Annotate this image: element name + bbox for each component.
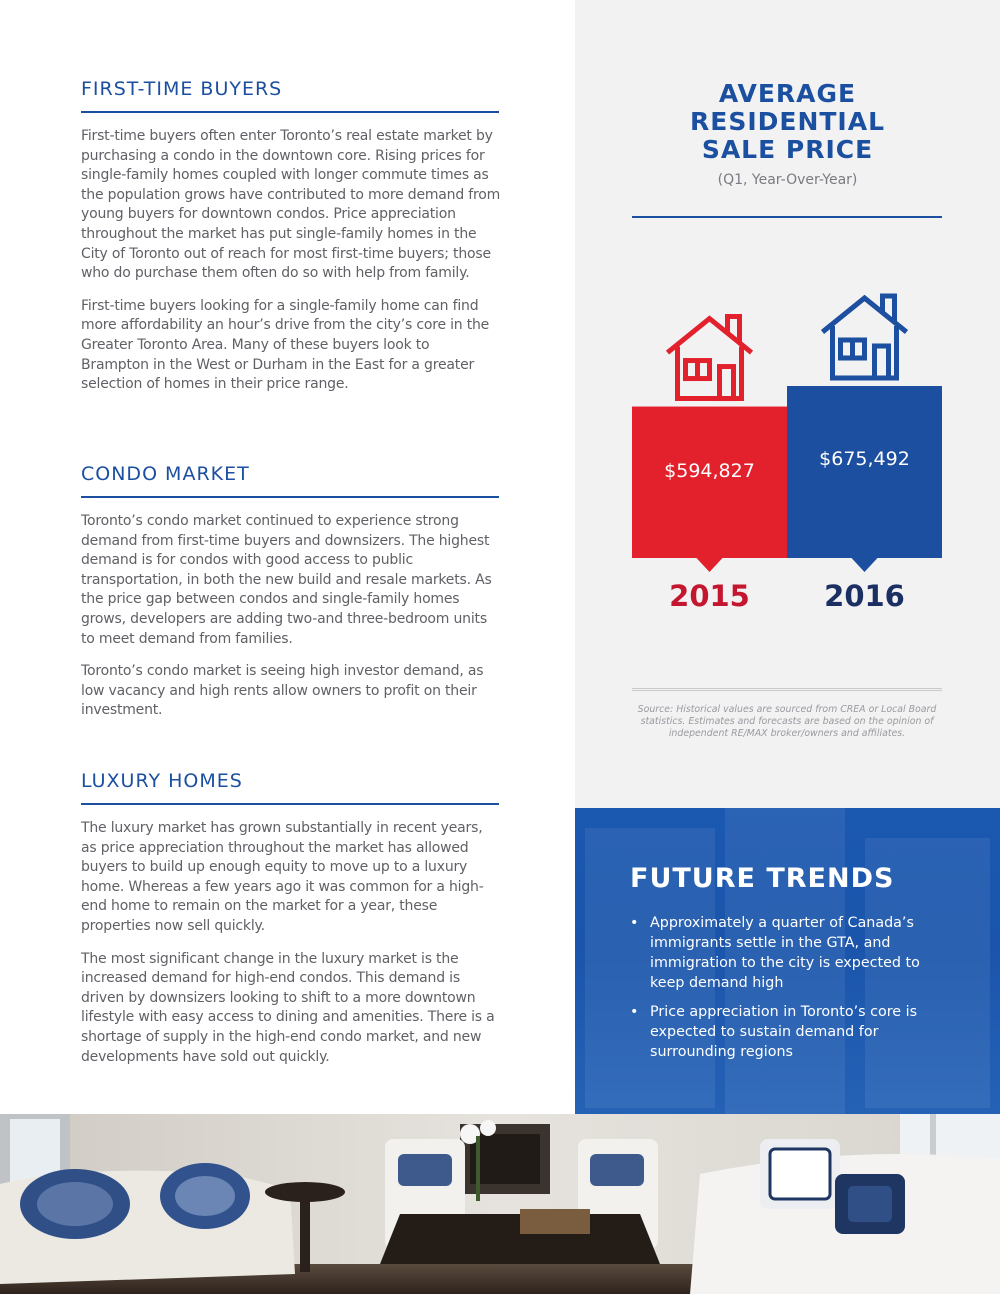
house-icon — [823, 296, 907, 378]
luxury-homes-section — [81, 770, 501, 1067]
chart-title-line: SALE PRICE — [701, 135, 874, 164]
bullet-icon: • — [630, 915, 639, 931]
chart-title-line: RESIDENTIAL — [689, 107, 886, 136]
first-time-buyers-section — [81, 78, 501, 395]
bullet-icon: • — [630, 1004, 639, 1020]
bar-pointer — [697, 558, 723, 572]
future-trends-panel — [575, 808, 1000, 1114]
section-heading: CONDO MARKET — [81, 463, 499, 498]
list-item-text: Price appreciation in Toronto’s core is expected to sustain demand for surrounding regions — [650, 1004, 918, 1060]
bar-value-label: $675,492 — [819, 448, 910, 471]
chart-subtitle: (Q1, Year-Over-Year) — [717, 172, 858, 188]
bar-pointer — [852, 558, 878, 572]
section-paragraph: First-time buyers often enter Toronto’s real estate market by purchasing a condo in the downtown core. Rising prices for single-family homes coupled with longer commute times as the population grows have contributed to more demand from young buyers for downtown condos. Price appreciation throughout the market has put single-family homes in the City of Toronto out of reach for most first-time buyers; those who do purchase them often do so with help from family. — [81, 128, 501, 282]
condo-market-section — [81, 463, 501, 721]
section-heading: FIRST-TIME BUYERS — [81, 78, 499, 113]
section-paragraph: The most significant change in the luxury market is the increased demand for high-end condos. This demand is driven by downsizers looking to shift to a more downtown lifestyle with easy access to dining and amenities. There is a shortage of supply in the high-end condo market, and new developments have sold out quickly. — [81, 950, 495, 1065]
year-label: 2015 — [669, 579, 750, 613]
section-paragraph: Toronto’s condo market continued to experience strong demand from first-time buyers and downsizers. The highest demand is for condos with good access to public transportation, in both the new build and resale markets. As the price gap between condos and single-family homes grows, developers are adding two-and three-bedroom units to meet demand from families. — [81, 513, 492, 647]
title-divider — [632, 216, 942, 218]
bar-2015 — [632, 407, 787, 558]
section-paragraph: First-time buyers looking for a single-family home can find more affordability an hour’s drive from the city’s core in the Greater Toronto Area. Many of these buyers look to Brampton in the West or Durham in the East for a greater selection of homes in their price range. — [81, 297, 490, 393]
list-item-text: Approximately a quarter of Canada’s immigrants settle in the GTA, and immigration to the city is expected to keep demand high — [650, 915, 920, 991]
source-divider — [632, 688, 942, 691]
source-note: Source: Historical values are sourced from CREA or Local Board statistics. Estimates and forecasts are based on the opinion of independent RE/MAX broker/owners and affiliates. — [637, 704, 937, 739]
list-item — [630, 1002, 950, 1062]
future-trends-heading: FUTURE TRENDS — [630, 863, 895, 894]
year-label: 2016 — [824, 579, 905, 613]
future-trends-list — [630, 913, 950, 1071]
chart-title — [575, 80, 1000, 164]
house-icon — [668, 317, 752, 399]
section-paragraph: The luxury market has grown substantially in recent years, as price appreciation throughout the market has allowed buyers to build up enough equity to move up to a luxury home. Whereas a few years ago it was common for a high-end home to remain on the market for a year, these properties now sell quickly. — [81, 820, 484, 934]
living-room-photo — [0, 1114, 1000, 1294]
chart-title-line: AVERAGE — [718, 79, 857, 108]
bar-value-label: $594,827 — [664, 460, 755, 483]
section-heading: LUXURY HOMES — [81, 770, 499, 805]
list-item — [630, 913, 950, 993]
section-paragraph: Toronto’s condo market is seeing high investor demand, as low vacancy and high rents allow owners to profit on their investment. — [81, 663, 484, 719]
bar-2016 — [787, 386, 942, 558]
price-bar-chart — [575, 280, 1000, 640]
